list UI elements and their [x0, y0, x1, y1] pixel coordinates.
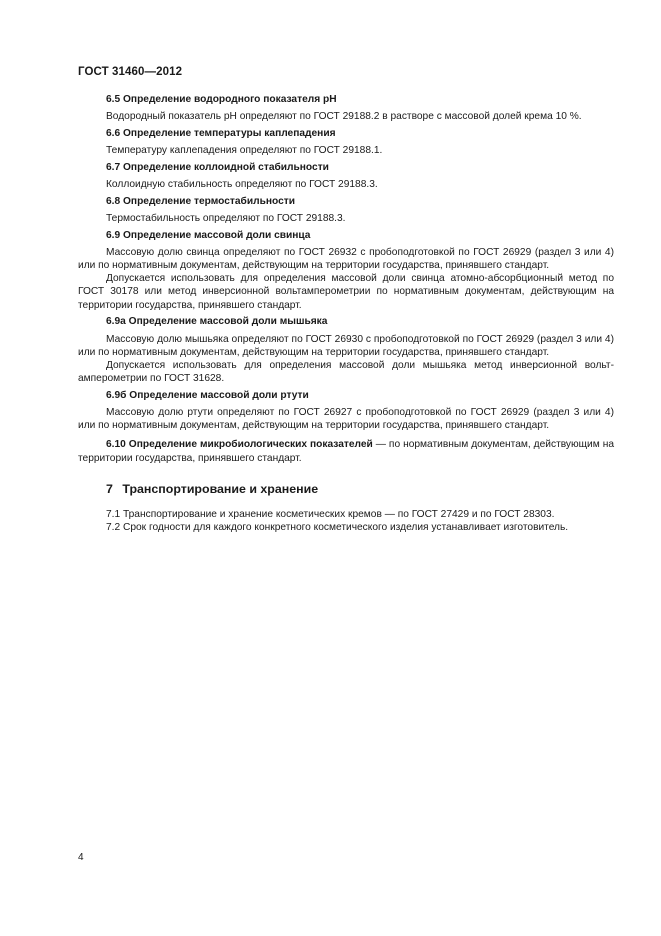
- chapter-number: 7: [106, 481, 113, 496]
- section-paragraph: — по нормативным документам, действующим на территории государства, принявшего стандарт.: [78, 439, 614, 464]
- section-paragraph: Массовую долю мышьяка определяют по ГОСТ 26930 с пробоподготовкой по ГОСТ 26929 (раздел 3 или 4) или по нормативным документам, действующим на территории государства, принявшего стандарт.: [78, 333, 614, 358]
- section-paragraph: Массовую долю ртути определяют по ГОСТ 26927 с пробоподготовкой по ГОСТ 26929 (раздел 3 или 4) или по нормативным документам, действующим на территории государства, принявшего стандарт.: [78, 407, 614, 432]
- section-title: 6.9б Определение массовой доли ртути: [106, 389, 309, 401]
- section-title: 6.9 Определение массовой доли свинца: [106, 229, 311, 241]
- section-paragraph: Допускается использовать для определения массовой доли мышьяка метод инверсионной вольтамперометрии по ГОСТ 31628.: [78, 359, 614, 385]
- section-title: 6.5 Определение водородного показателя рН: [106, 94, 337, 105]
- section-6-9b: [78, 389, 614, 433]
- section-6-10: [78, 438, 614, 464]
- section-title: 6.8 Определение термостабильности: [106, 195, 296, 207]
- page-number: 4: [78, 852, 84, 863]
- section-6-7: [78, 161, 614, 191]
- section-paragraph: Массовую долю свинца определяют по ГОСТ 26932 с пробоподготовкой по ГОСТ 26929 (раздел 3 или 4) или по нормативным документам, действующим на территории государства, принявшего стандарт.: [78, 246, 614, 272]
- document-body: [78, 93, 614, 534]
- section-6-9: [78, 229, 614, 312]
- section-title: 6.10 Определение микробиологических показателей: [106, 439, 373, 451]
- section-title: 6.6 Определение температуры каплепадения: [106, 127, 336, 139]
- section-6-9a: [78, 315, 614, 385]
- section-paragraph: Температуру каплепадения определяют по ГОСТ 29188.1.: [106, 145, 383, 157]
- section-paragraph: Коллоидную стабильность определяют по ГОСТ 29188.3.: [106, 179, 378, 191]
- section-6-8: [78, 195, 614, 225]
- section-title: 6.9а Определение массовой доли мышьяка: [106, 316, 328, 328]
- section-6-6: [78, 127, 614, 157]
- section-title: 6.7 Определение коллоидной стабильности: [106, 161, 329, 173]
- section-6-5: [78, 93, 614, 123]
- section-paragraph: Водородный показатель рН определяют по ГОСТ 29188.2 в растворе с массовой долей крема 10 %.: [106, 111, 582, 123]
- chapter-title: Транспортирование и хранение: [122, 481, 319, 496]
- section-paragraph: Термостабильность определяют по ГОСТ 29188.3.: [106, 212, 346, 224]
- section-paragraph: Допускается использовать для определения массовой доли свинца атомно-абсорбционный метод по ГОСТ 30178 или метод инверсионной вольтамперометрии по нормативным документам, действующим на территории государства, принявшего стандарт.: [78, 273, 614, 311]
- document-header: ГОСТ 31460—2012: [78, 66, 183, 78]
- list-item: 7.1 Транспортирование и хранение косметических кремов — по ГОСТ 27429 и по ГОСТ 28303.: [106, 509, 555, 521]
- list-item: 7.2 Срок годности для каждого конкретного косметического изделия устанавливает изготовитель.: [106, 522, 569, 534]
- chapter-heading: [78, 483, 614, 496]
